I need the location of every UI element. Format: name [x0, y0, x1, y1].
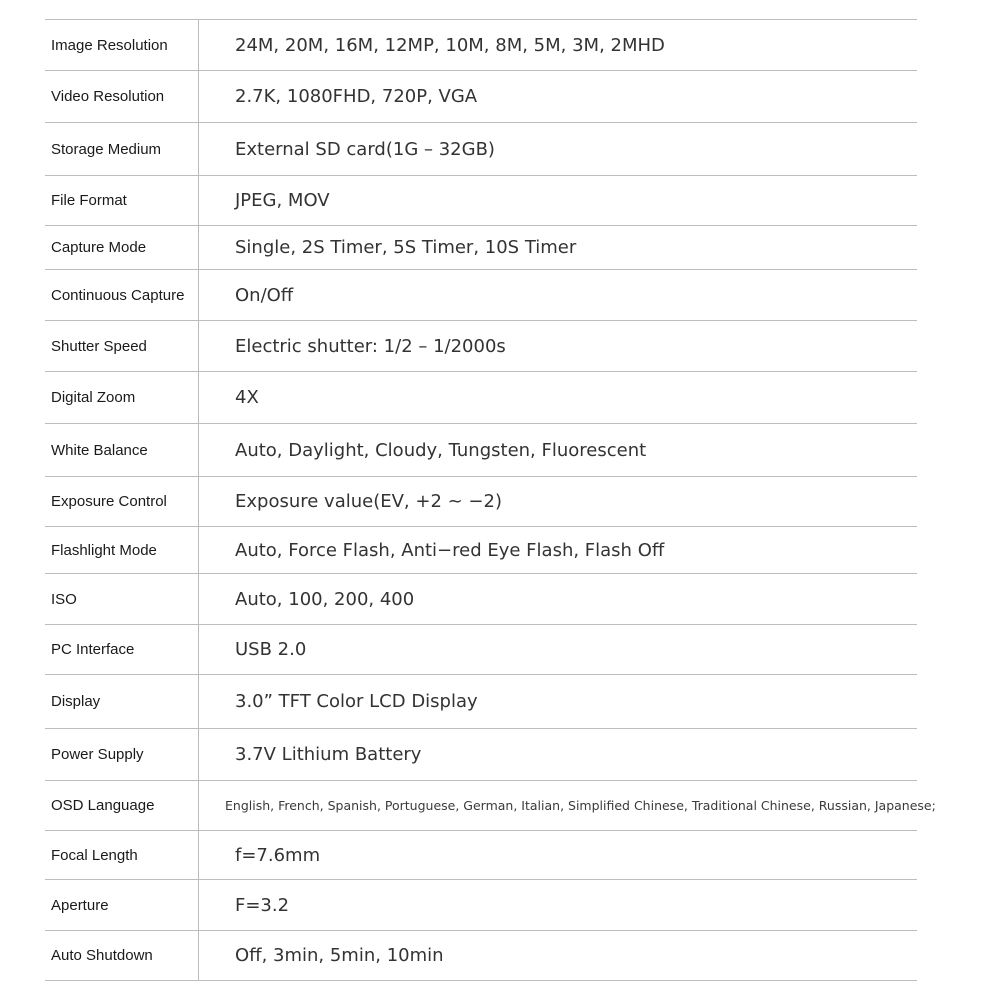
table-row — [45, 71, 917, 123]
spec-label: Aperture — [45, 880, 199, 930]
spec-label: Shutter Speed — [45, 321, 199, 371]
table-row — [45, 931, 917, 981]
spec-value: Auto, Daylight, Cloudy, Tungsten, Fluorescent — [235, 439, 647, 461]
table-row — [45, 477, 917, 527]
table-row — [45, 176, 917, 226]
spec-label: Digital Zoom — [45, 372, 199, 423]
spec-value: Off, 3min, 5min, 10min — [235, 945, 444, 966]
spec-label: PC Interface — [45, 625, 199, 674]
spec-value: 4X — [235, 387, 259, 408]
spec-value: External SD card(1G – 32GB) — [235, 138, 495, 160]
spec-label: Focal Length — [45, 831, 199, 879]
spec-value: Exposure value(EV, +2 ~ −2) — [235, 491, 502, 512]
spec-label: Power Supply — [45, 729, 199, 780]
table-row — [45, 20, 917, 71]
spec-label: Video Resolution — [45, 71, 199, 122]
spec-label: OSD Language — [45, 781, 199, 830]
spec-label: Flashlight Mode — [45, 527, 199, 573]
spec-label: Exposure Control — [45, 477, 199, 526]
spec-label: Display — [45, 675, 199, 728]
spec-value: 3.0” TFT Color LCD Display — [235, 691, 478, 712]
spec-value: 3.7V Lithium Battery — [235, 744, 422, 765]
spec-value: f=7.6mm — [235, 844, 321, 866]
spec-label: File Format — [45, 176, 199, 225]
table-row — [45, 729, 917, 781]
table-row — [45, 123, 917, 176]
spec-label: Image Resolution — [45, 20, 199, 70]
table-row — [45, 880, 917, 931]
spec-label: Auto Shutdown — [45, 931, 199, 980]
spec-value: Single, 2S Timer, 5S Timer, 10S Timer — [235, 237, 577, 258]
spec-label: Storage Medium — [45, 123, 199, 175]
table-row — [45, 527, 917, 574]
spec-value: On/Off — [235, 284, 294, 306]
spec-value: English, French, Spanish, Portuguese, German, Italian, Simplified Chinese, Traditional Chinese, Russian, Japanese; — [225, 798, 936, 813]
table-row — [45, 675, 917, 729]
specification-table — [45, 19, 936, 981]
spec-value: JPEG, MOV — [235, 190, 330, 211]
spec-label: ISO — [45, 574, 199, 624]
spec-value: 24M, 20M, 16M, 12MP, 10M, 8M, 5M, 3M, 2MHD — [235, 34, 665, 56]
spec-value: Electric shutter: 1/2 – 1/2000s — [235, 335, 506, 357]
spec-label: White Balance — [45, 424, 199, 476]
table-row — [45, 226, 917, 270]
table-row — [45, 831, 917, 880]
spec-value: USB 2.0 — [235, 639, 307, 660]
spec-value: Auto, Force Flash, Anti−red Eye Flash, Flash Off — [235, 539, 665, 561]
table-row — [45, 321, 917, 372]
table-row — [45, 270, 917, 321]
spec-label: Continuous Capture — [45, 270, 199, 320]
spec-value: Auto, 100, 200, 400 — [235, 588, 415, 610]
table-row — [45, 424, 917, 477]
table-row — [45, 574, 917, 625]
table-row — [45, 625, 917, 675]
spec-value: F=3.2 — [235, 894, 290, 916]
table-row — [45, 781, 936, 831]
spec-value: 2.7K, 1080FHD, 720P, VGA — [235, 86, 478, 107]
spec-label: Capture Mode — [45, 226, 199, 269]
table-row — [45, 372, 917, 424]
